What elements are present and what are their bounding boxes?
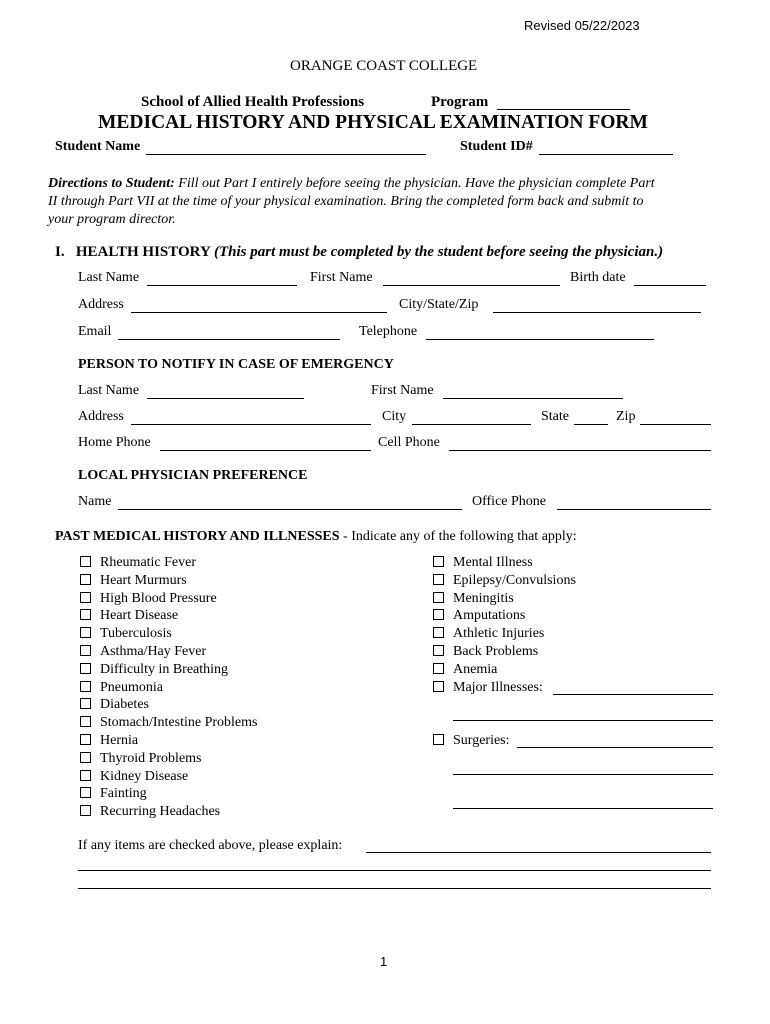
directions-line-3: your program director. xyxy=(48,212,176,227)
checkbox[interactable] xyxy=(433,627,444,638)
email-field[interactable] xyxy=(118,339,340,340)
emergency-state-label: State xyxy=(541,409,569,424)
office-phone-label: Office Phone xyxy=(472,494,546,509)
city-state-zip-field[interactable] xyxy=(493,312,701,313)
list-item: Mental Illness xyxy=(433,554,576,572)
checkbox[interactable] xyxy=(80,698,91,709)
list-item: Heart Murmurs xyxy=(80,572,257,590)
revised-date: Revised 05/22/2023 xyxy=(524,18,640,33)
telephone-label: Telephone xyxy=(359,324,418,339)
cell-phone-label: Cell Phone xyxy=(378,435,440,450)
emergency-city-label: City xyxy=(382,409,407,424)
list-item: Epilepsy/Convulsions xyxy=(433,572,576,590)
checkbox[interactable] xyxy=(80,734,91,745)
explain-field-3[interactable] xyxy=(78,888,711,889)
checkbox[interactable] xyxy=(80,609,91,620)
checkbox[interactable] xyxy=(433,734,444,745)
surgeries-field-2[interactable] xyxy=(453,774,713,775)
city-state-zip-label: City/State/Zip xyxy=(399,297,479,312)
program-field[interactable] xyxy=(497,109,630,110)
explain-label: If any items are checked above, please explain: xyxy=(78,838,343,853)
list-item: Anemia xyxy=(433,661,576,679)
directions-line-2: II through Part VII at the time of your physical examination. Bring the completed form back and submit to xyxy=(48,194,644,209)
list-item: Stomach/Intestine Problems xyxy=(80,714,257,732)
list-item: Pneumonia xyxy=(80,679,257,697)
list-item: Meningitis xyxy=(433,590,576,608)
directions-label: Directions to Student: xyxy=(48,176,175,191)
emergency-address-label: Address xyxy=(78,409,124,424)
first-name-field[interactable] xyxy=(383,285,560,286)
checkbox[interactable] xyxy=(433,645,444,656)
cell-phone-field[interactable] xyxy=(449,450,711,451)
directions-line-1: Directions to Student: Fill out Part I entirely before seeing the physician. Have the physician complete Part xyxy=(48,176,655,191)
list-item: Major Illnesses: xyxy=(433,679,576,697)
surgeries-item: Surgeries: xyxy=(433,733,510,749)
last-name-label: Last Name xyxy=(78,270,140,285)
checkbox[interactable] xyxy=(80,681,91,692)
checkbox[interactable] xyxy=(80,752,91,763)
office-phone-field[interactable] xyxy=(557,509,711,510)
program-label: Program xyxy=(431,94,489,110)
checkbox[interactable] xyxy=(80,556,91,567)
home-phone-label: Home Phone xyxy=(78,435,151,450)
list-item: Heart Disease xyxy=(80,607,257,625)
checkbox[interactable] xyxy=(433,574,444,585)
list-item: Recurring Headaches xyxy=(80,803,257,821)
emergency-state-field[interactable] xyxy=(574,424,608,425)
checkbox[interactable] xyxy=(80,574,91,585)
emergency-last-name-label: Last Name xyxy=(78,383,140,398)
explain-field-2[interactable] xyxy=(78,870,711,871)
physician-name-field[interactable] xyxy=(118,509,462,510)
address-field[interactable] xyxy=(131,312,387,313)
student-name-field[interactable] xyxy=(146,154,426,155)
checkbox[interactable] xyxy=(433,556,444,567)
home-phone-field[interactable] xyxy=(160,450,371,451)
physician-name-label: Name xyxy=(78,494,112,509)
checkbox[interactable] xyxy=(80,663,91,674)
telephone-field[interactable] xyxy=(426,339,654,340)
emergency-zip-field[interactable] xyxy=(640,424,711,425)
checkbox[interactable] xyxy=(433,592,444,603)
section-1-heading: I. HEALTH HISTORY (This part must be completed by the student before seeing the physician.) xyxy=(55,244,664,260)
checkbox[interactable] xyxy=(433,663,444,674)
birth-date-label: Birth date xyxy=(570,270,626,285)
checkbox[interactable] xyxy=(80,805,91,816)
list-item: Tuberculosis xyxy=(80,625,257,643)
list-item: Amputations xyxy=(433,607,576,625)
list-item: Rheumatic Fever xyxy=(80,554,257,572)
emergency-last-name-field[interactable] xyxy=(147,398,304,399)
checkbox[interactable] xyxy=(80,787,91,798)
checkbox[interactable] xyxy=(80,770,91,781)
checkbox[interactable] xyxy=(433,609,444,620)
emergency-first-name-field[interactable] xyxy=(443,398,623,399)
list-item: Back Problems xyxy=(433,643,576,661)
major-illnesses-field-2[interactable] xyxy=(453,720,713,721)
checkbox[interactable] xyxy=(80,645,91,656)
checkbox[interactable] xyxy=(80,716,91,727)
list-item: Kidney Disease xyxy=(80,768,257,786)
explain-field[interactable] xyxy=(366,852,711,853)
form-title: MEDICAL HISTORY AND PHYSICAL EXAMINATION FORM xyxy=(98,112,648,133)
list-item: Asthma/Hay Fever xyxy=(80,643,257,661)
emergency-city-field[interactable] xyxy=(412,424,531,425)
surgeries-field-3[interactable] xyxy=(453,808,713,809)
student-id-label: Student ID# xyxy=(460,139,533,154)
email-label: Email xyxy=(78,324,112,339)
emergency-zip-label: Zip xyxy=(616,409,636,424)
birth-date-field[interactable] xyxy=(634,285,706,286)
list-item: Fainting xyxy=(80,785,257,803)
past-history-heading: PAST MEDICAL HISTORY AND ILLNESSES - Indicate any of the following that apply: xyxy=(55,529,577,544)
last-name-field[interactable] xyxy=(147,285,297,286)
college-name: ORANGE COAST COLLEGE xyxy=(290,58,478,74)
emergency-first-name-label: First Name xyxy=(371,383,434,398)
list-item: High Blood Pressure xyxy=(80,590,257,608)
physician-heading: LOCAL PHYSICIAN PREFERENCE xyxy=(78,468,308,483)
right-checklist xyxy=(433,554,576,696)
first-name-label: First Name xyxy=(310,270,373,285)
list-item: Athletic Injuries xyxy=(433,625,576,643)
checkbox[interactable] xyxy=(80,592,91,603)
major-illnesses-field[interactable] xyxy=(553,694,713,695)
student-id-field[interactable] xyxy=(539,154,673,155)
surgeries-field[interactable] xyxy=(517,747,713,748)
list-item: Hernia xyxy=(80,732,257,750)
checkbox[interactable] xyxy=(80,627,91,638)
school-name: School of Allied Health Professions xyxy=(141,94,365,110)
checkbox[interactable] xyxy=(433,681,444,692)
page-number: 1 xyxy=(380,954,388,969)
list-item: Difficulty in Breathing xyxy=(80,661,257,679)
student-name-label: Student Name xyxy=(55,139,141,154)
list-item: Thyroid Problems xyxy=(80,750,257,768)
emergency-address-field[interactable] xyxy=(131,424,371,425)
emergency-heading: PERSON TO NOTIFY IN CASE OF EMERGENCY xyxy=(78,357,394,372)
list-item: Diabetes xyxy=(80,696,257,714)
address-label: Address xyxy=(78,297,124,312)
left-checklist xyxy=(80,554,257,821)
